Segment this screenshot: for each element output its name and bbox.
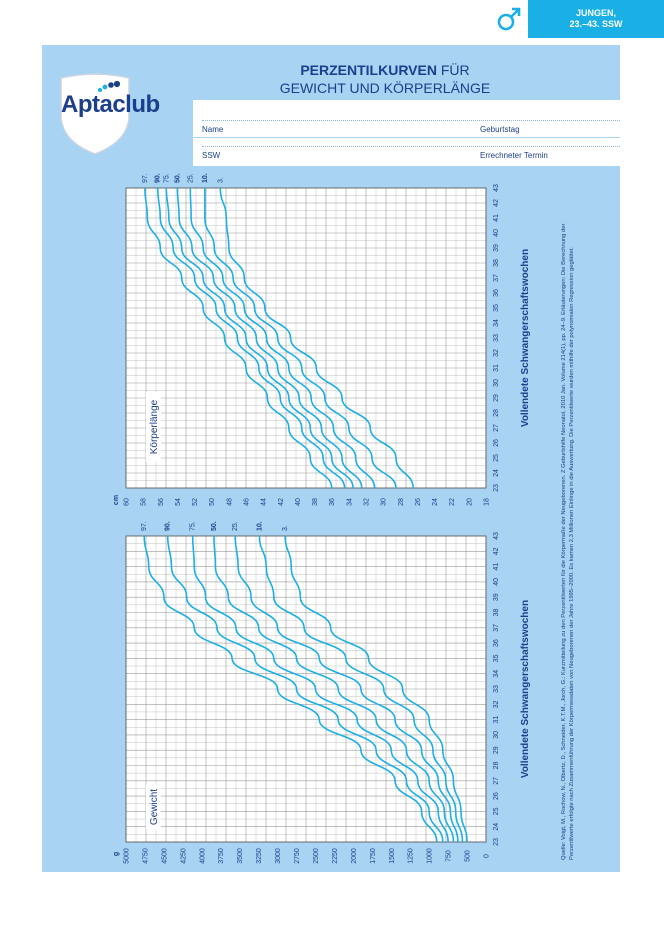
y-tick-label: 2000 (350, 848, 358, 864)
y-tick-label: 22 (449, 498, 457, 506)
y-tick-label: 24 (432, 498, 440, 506)
series-label: 50. (210, 521, 218, 531)
x-tick-label: 29 (493, 746, 500, 755)
y-tick-label: 56 (157, 498, 165, 506)
series-label: 75. (163, 173, 171, 183)
x-tick-label: 41 (493, 214, 500, 222)
x-tick-label: 31 (493, 364, 500, 372)
x-tick-label: 24 (493, 822, 500, 831)
x-tick-label: 34 (493, 319, 500, 327)
x-tick-label: 40 (493, 229, 500, 237)
y-tick-label: 1500 (388, 848, 396, 864)
y-tick-label: 28 (397, 498, 405, 506)
x-tick-label: 32 (493, 349, 500, 357)
y-tick-label: 2250 (331, 848, 339, 864)
series-label: 75. (189, 521, 197, 531)
y-tick-label: 1750 (369, 848, 377, 864)
x-tick-label: 25 (493, 454, 500, 462)
y-tick-label: 4250 (180, 848, 188, 864)
y-tick-label: 46 (243, 498, 251, 506)
y-tick-label: 1250 (407, 848, 415, 864)
y-tick-label: 54 (174, 498, 182, 506)
x-tick-label: 34 (493, 669, 500, 678)
x-tick-label: 28 (493, 761, 500, 770)
x-tick-label: 42 (493, 199, 500, 207)
x-tick-label: 38 (493, 608, 500, 617)
y-tick-label: 44 (260, 498, 268, 506)
y-tick-label: 58 (140, 498, 148, 506)
y-tick-label: 2500 (312, 848, 320, 864)
ssw-field-label[interactable]: SSW (202, 151, 221, 160)
x-tick-label: 32 (493, 700, 500, 709)
x-tick-label: 27 (493, 424, 500, 432)
y-tick-label: 4000 (199, 848, 207, 864)
series-label: 3. (282, 525, 290, 531)
page-subtitle: GEWICHT UND KÖRPERLÄNGE (279, 80, 491, 96)
y-unit-label: g (113, 851, 120, 857)
y-tick-label: 3000 (275, 848, 283, 864)
y-tick-label: 34 (346, 498, 354, 506)
x-tick-label: 33 (493, 334, 500, 342)
series-label: 10. (201, 173, 209, 183)
y-tick-label: 500 (464, 850, 472, 862)
y-tick-label: 48 (226, 498, 234, 506)
series-label: 25. (187, 173, 195, 183)
x-tick-label: 43 (493, 184, 500, 192)
x-tick-label: 27 (493, 776, 500, 785)
y-tick-label: 42 (277, 498, 285, 506)
y-tick-label: 26 (414, 498, 422, 506)
series-label: 25. (232, 521, 240, 531)
y-tick-label: 0 (483, 854, 491, 858)
series-label: 97. (141, 173, 149, 183)
y-tick-label: 50 (209, 498, 217, 506)
y-tick-label: 5000 (123, 848, 131, 864)
x-tick-label: 28 (493, 409, 500, 417)
x-tick-label: 36 (493, 289, 500, 297)
series-label: 90. (154, 173, 162, 183)
y-tick-label: 4750 (142, 848, 150, 864)
y-tick-label: 3250 (256, 848, 264, 864)
y-tick-label: 2750 (294, 848, 302, 864)
due-date-field-label[interactable]: Errechneter Termin (480, 151, 548, 160)
chart-0 (113, 173, 531, 506)
chart-title: Körperlänge (149, 399, 160, 455)
y-tick-label: 40 (294, 498, 302, 506)
x-tick-label: 43 (493, 532, 500, 540)
x-tick-label: 36 (493, 639, 500, 647)
y-tick-label: 1000 (426, 848, 434, 864)
x-tick-label: 30 (493, 379, 500, 387)
y-tick-label: 4500 (161, 848, 169, 864)
x-tick-label: 30 (493, 731, 500, 739)
x-tick-label: 39 (493, 244, 500, 252)
series-label: 50. (174, 173, 182, 183)
x-tick-label: 35 (493, 654, 500, 663)
x-tick-label: 23 (493, 838, 500, 846)
chart-title: Gewicht (149, 788, 160, 826)
series-label: 10. (256, 521, 264, 531)
series-label: 3. (217, 177, 225, 183)
y-tick-label: 750 (445, 850, 453, 862)
y-tick-label: 3750 (218, 848, 226, 864)
y-tick-label: 60 (123, 498, 131, 506)
x-tick-label: 31 (493, 715, 500, 724)
x-tick-label: 29 (493, 394, 500, 402)
y-tick-label: 52 (192, 498, 200, 506)
name-field-label[interactable]: Name (202, 125, 224, 134)
page-title-bold: PERZENTILKURVEN (300, 62, 437, 78)
x-tick-label: 33 (493, 685, 500, 693)
y-tick-label: 38 (312, 498, 320, 506)
x-tick-label: 41 (493, 562, 500, 571)
badge-line-1: JUNGEN, (575, 8, 616, 18)
source-note: Quelle: Voigt, M., Rochow, N., Olbertz, D., Schneider, K.T.M., Jorch, G.: Kurzmitteilung zu den Perzentilwerten für die Körpermaße der Neugeborenen. Z Geburtshilfe Neonatol, 2010 Jan. Volume 214(1), pp. 24–9. Erläuterungen: Die Berechnung der Perzentilwerte erfolgte nach Zusammenführung der Körpermessdaten von Neugeborenen der Jahre 1995–2000. Es kamen 2,3 Millionen Einlinge in die Auswertung. Die Perzentilwerte wurden mithilfe der polynomialen Regression geglättet. (561, 223, 576, 860)
x-tick-label: 35 (493, 304, 500, 312)
x-tick-label: 40 (493, 578, 500, 586)
birthday-field-label[interactable]: Geburtstag (480, 125, 520, 134)
page-title-light: FÜR (436, 62, 470, 78)
x-tick-label: 26 (493, 439, 500, 447)
x-tick-label: 24 (493, 469, 500, 477)
y-tick-label: 18 (483, 498, 491, 506)
y-tick-label: 3500 (237, 848, 245, 864)
x-tick-label: 37 (493, 274, 500, 282)
x-tick-label: 39 (493, 593, 500, 602)
x-tick-label: 38 (493, 259, 500, 267)
x-tick-label: 37 (493, 623, 500, 632)
y-tick-label: 30 (380, 498, 388, 506)
aptaclub-logo-text: Aptaclub (61, 91, 160, 118)
x-axis-title: Vollendete Schwangerschaftswochen (520, 599, 531, 779)
x-tick-label: 23 (493, 484, 500, 492)
x-tick-label: 26 (493, 792, 500, 800)
y-tick-label: 32 (363, 498, 371, 506)
y-tick-label: 36 (329, 498, 337, 506)
x-axis-title: Vollendete Schwangerschaftswochen (520, 248, 531, 428)
y-tick-label: 20 (466, 498, 474, 506)
series-label: 90. (164, 521, 172, 531)
chart-1 (113, 521, 531, 864)
y-unit-label: cm (113, 494, 120, 506)
x-tick-label: 42 (493, 547, 500, 556)
x-tick-label: 25 (493, 807, 500, 816)
series-label: 97. (141, 521, 149, 531)
badge-line-2: 23.–43. SSW (569, 19, 623, 29)
